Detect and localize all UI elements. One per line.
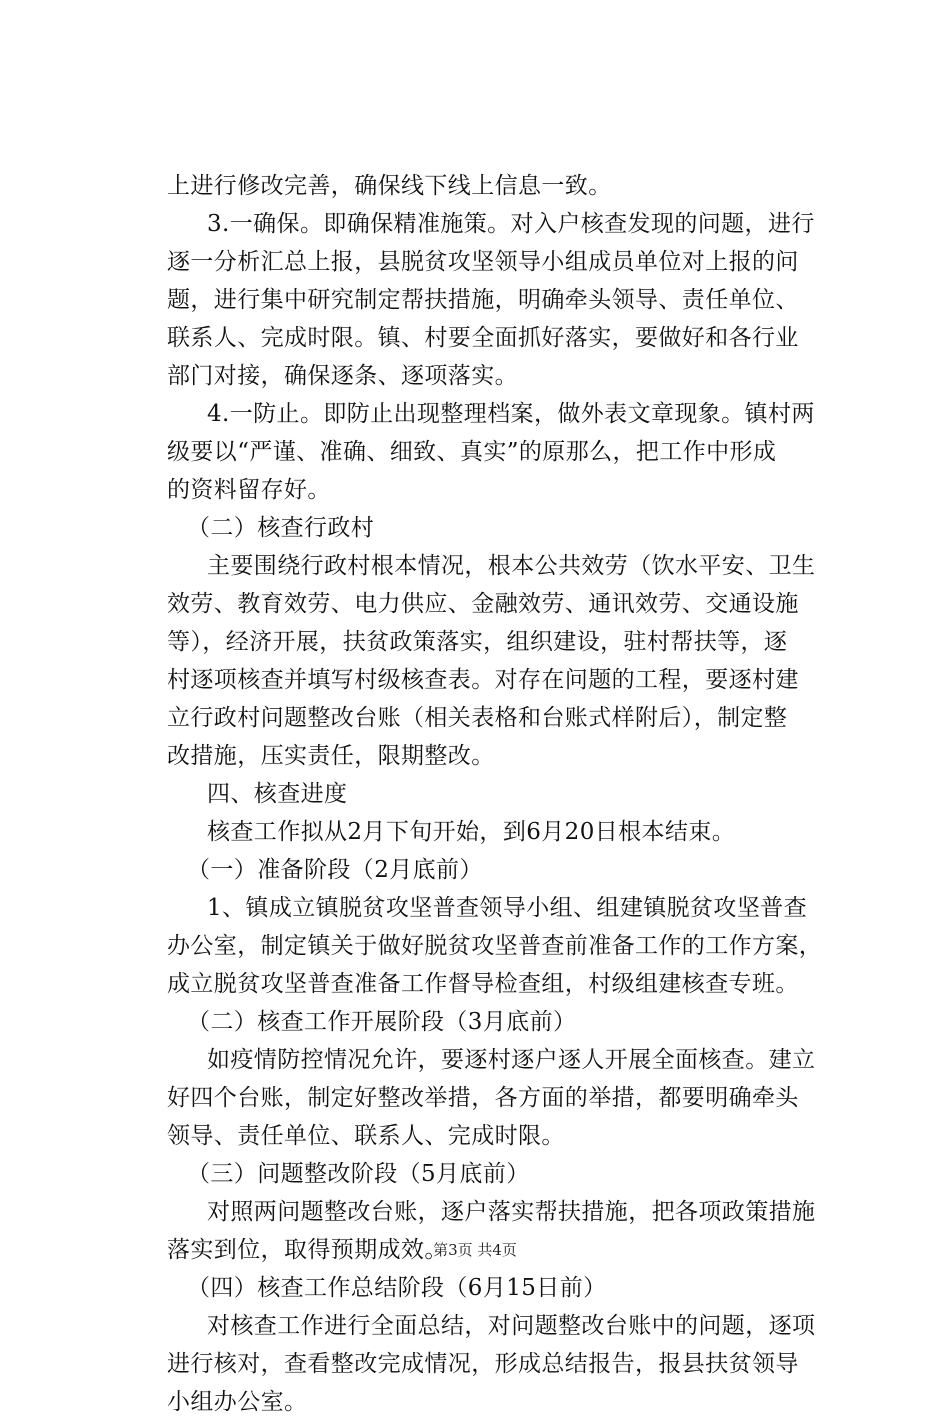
text-line: 联系人、完成时限。镇、村要全面抓好落实，要做好和各行业 [167,325,799,351]
text-line: 立行政村问题整改台账（相关表格和台账式样附后），制定整 [167,705,788,731]
text-line: 上进行修改完善，确保线下线上信息一致。 [167,173,612,199]
text-line: 落实到位，取得预期成效。 [167,1237,448,1263]
text-line: 办公室，制定镇关于做好脱贫攻坚普查前准备工作的工作方案， [167,933,823,959]
text-line: 逐一分析汇总上报，县脱贫攻坚领导小组成员单位对上报的问 [167,249,799,275]
text-line: 效劳、教育效劳、电力供应、金融效劳、通讯效劳、交通设施 [167,591,799,617]
text-line: 村逐项核查并填写村级核查表。对存在问题的工程，要逐村建 [167,667,799,693]
text-line: 4.一防止。即防止出现整理档案，做外表文章现象。镇村两 [207,401,815,427]
section-heading: （一）准备阶段（2月底前） [187,857,483,883]
text-line: 领导、责任单位、联系人、完成时限。 [167,1123,565,1149]
text-line: 成立脱贫攻坚普查准备工作督导检查组，村级组建核查专班。 [167,971,799,997]
text-line: 小组办公室。 [167,1389,308,1415]
section-heading: （二）核查工作开展阶段（3月底前） [187,1009,577,1035]
text-line: 3.一确保。即确保精准施策。对入户核查发现的问题，进行 [207,211,815,237]
text-line: 等），经济开展，扶贫政策落实，组织建设，驻村帮扶等，逐 [167,629,788,655]
text-line: 好四个台账，制定好整改举措，各方面的举措，都要明确牵头 [167,1085,799,1111]
text-line: 题，进行集中研究制定帮扶措施，明确牵头领导、责任单位、 [167,287,799,313]
text-line: 主要围绕行政村根本情况，根本公共效劳（饮水平安、卫生 [207,553,816,579]
text-line: 级要以“严谨、准确、细致、真实”的原那么，把工作中形成 [167,439,777,465]
section-heading: （三）问题整改阶段（5月底前） [187,1161,530,1187]
text-line: 核查工作拟从2月下旬开始，到6月20日根本结束。 [207,819,736,845]
text-line: 对照两问题整改台账，逐户落实帮扶措施，把各项政策措施 [207,1199,816,1225]
text-line: 改措施，压实责任，限期整改。 [167,743,495,769]
text-line: 部门对接，确保逐条、逐项落实。 [167,363,518,389]
section-heading: （四）核查工作总结阶段（6月15日前） [187,1275,607,1301]
text-line: 1、镇成立镇脱贫攻坚普查领导小组、组建镇脱贫攻坚普查 [207,895,808,921]
section-heading: （二）核查行政村 [187,515,375,541]
section-heading: 四、核查进度 [207,781,348,807]
text-line: 进行核对，查看整改完成情况，形成总结报告，报县扶贫领导 [167,1351,799,1377]
document-body [167,167,847,1421]
text-line: 如疫情防控情况允许，要逐村逐户逐人开展全面核查。建立 [207,1047,816,1073]
page-footer: 第3页 共4页 [433,1241,517,1259]
text-line: 对核查工作进行全面总结，对问题整改台账中的问题，逐项 [207,1313,816,1339]
text-line: 的资料留存好。 [167,477,331,503]
